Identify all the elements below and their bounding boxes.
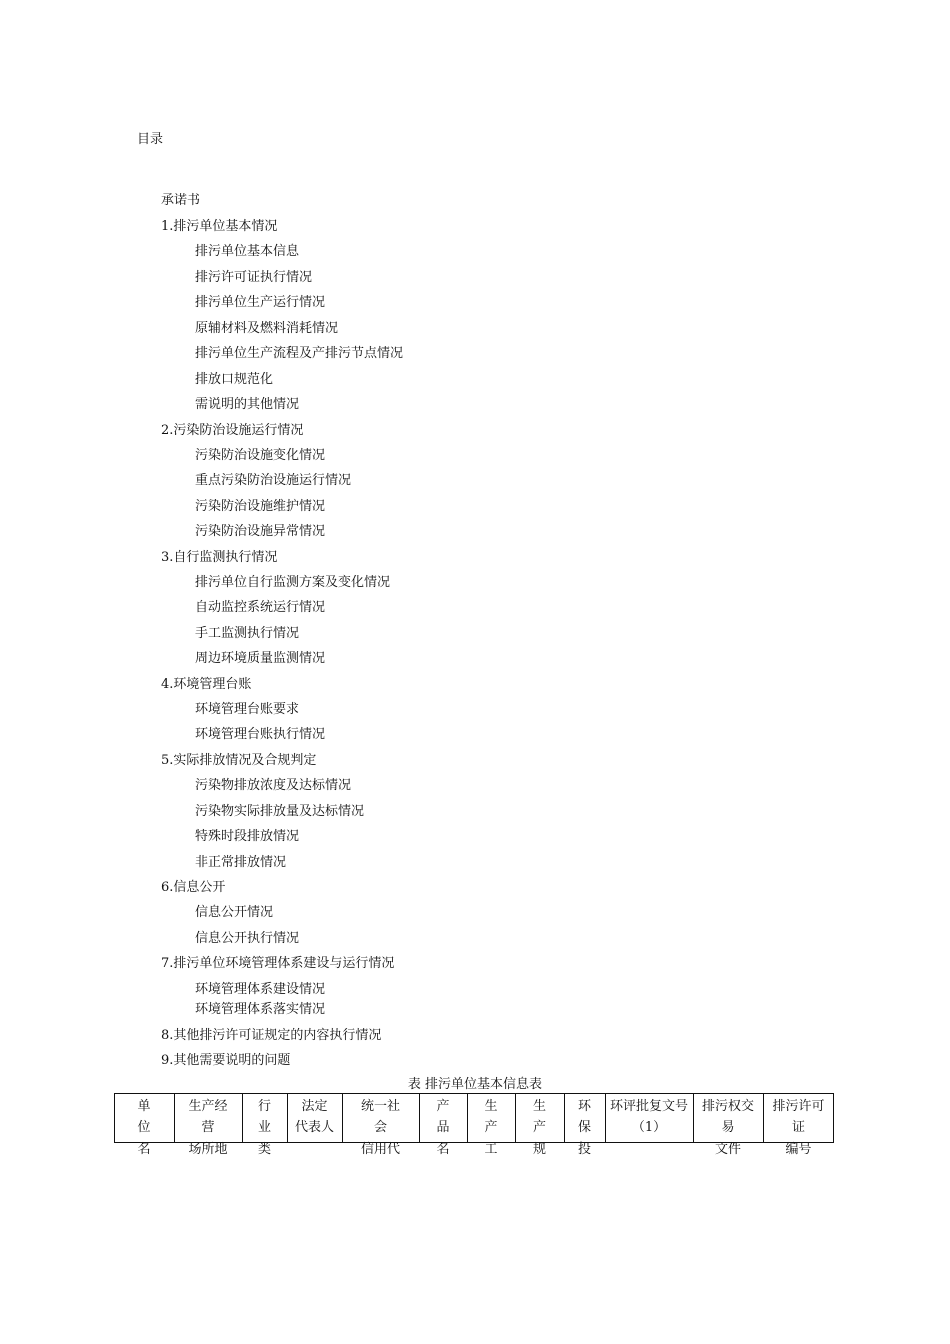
toc-entry: 8.其他排污许可证规定的内容执行情况 bbox=[161, 1028, 382, 1043]
toc-entry: 环境管理台账执行情况 bbox=[195, 727, 326, 742]
toc-entry: 环境管理体系落实情况 bbox=[195, 1002, 326, 1017]
toc-entry: 信息公开执行情况 bbox=[195, 931, 300, 946]
table-header-cell: 排污权交 bbox=[701, 1099, 754, 1114]
toc-entry: 排污许可证执行情况 bbox=[195, 270, 313, 285]
table-header-cell: 场所地 bbox=[188, 1142, 228, 1157]
table-header-cell: 名 bbox=[137, 1142, 151, 1157]
table-caption: 表 排污单位基本信息表 bbox=[407, 1077, 543, 1092]
toc-entry: 非正常排放情况 bbox=[195, 855, 287, 870]
toc-entry: 3.自行监测执行情况 bbox=[161, 550, 278, 565]
table-header-cell: 类 bbox=[257, 1142, 271, 1157]
table-header-cell: 单 bbox=[137, 1099, 151, 1114]
table-header-cell: 证 bbox=[791, 1120, 805, 1135]
toc-entry: 原辅材料及燃料消耗情况 bbox=[195, 321, 339, 336]
toc-entry: 污染防治设施变化情况 bbox=[195, 448, 326, 463]
toc-entry: 信息公开情况 bbox=[195, 905, 274, 920]
toc-entry: 1.排污单位基本情况 bbox=[161, 219, 278, 234]
table-header-cell: 环 bbox=[577, 1099, 591, 1114]
table-header-cell: 名 bbox=[436, 1142, 450, 1157]
table-header-cell: 排污许可 bbox=[772, 1099, 825, 1114]
toc-entry: 排污单位生产运行情况 bbox=[195, 295, 326, 310]
table-header-cell: 行 bbox=[257, 1099, 271, 1114]
table-header-cell: 文件 bbox=[714, 1142, 741, 1157]
toc-entry: 排污单位基本信息 bbox=[195, 244, 300, 259]
toc-entry: 周边环境质量监测情况 bbox=[195, 651, 326, 666]
table-header-cell: 保 bbox=[577, 1120, 591, 1135]
table-header-cell: 营 bbox=[201, 1120, 215, 1135]
table-header-cell: 代表人 bbox=[294, 1120, 334, 1135]
table-header-cell: 投 bbox=[577, 1142, 591, 1157]
table-header-cell: 环评批复文号 bbox=[609, 1099, 688, 1114]
toc-entry: 6.信息公开 bbox=[161, 880, 226, 895]
toc-entry: 环境管理体系建设情况 bbox=[195, 982, 326, 997]
table-header-cell: 生 bbox=[484, 1099, 498, 1114]
toc-entry: 排污单位生产流程及产排污节点情况 bbox=[195, 346, 404, 361]
toc-entry: 手工监测执行情况 bbox=[195, 626, 300, 641]
table-header-cell: （1） bbox=[631, 1120, 667, 1135]
toc-entry: 污染物实际排放量及达标情况 bbox=[195, 804, 365, 819]
table-header-cell: 工 bbox=[484, 1142, 498, 1157]
toc-entry: 特殊时段排放情况 bbox=[195, 829, 300, 844]
table-header-cell: 业 bbox=[257, 1120, 271, 1135]
toc-entry: 污染物排放浓度及达标情况 bbox=[195, 778, 352, 793]
table-header-cell: 会 bbox=[373, 1120, 387, 1135]
table-header-cell: 信用代 bbox=[360, 1142, 400, 1157]
toc-entry: 自动监控系统运行情况 bbox=[195, 600, 326, 615]
toc-entry: 5.实际排放情况及合规判定 bbox=[161, 753, 317, 768]
toc-entry: 污染防治设施维护情况 bbox=[195, 499, 326, 514]
toc-entry: 重点污染防治设施运行情况 bbox=[195, 473, 352, 488]
toc-entry: 4.环境管理台账 bbox=[161, 677, 252, 692]
table-header-cell: 产 bbox=[484, 1120, 498, 1135]
table-header-cell: 易 bbox=[721, 1120, 735, 1135]
table-header-cell: 产 bbox=[532, 1120, 546, 1135]
table-header-cell: 统一社 bbox=[360, 1099, 400, 1114]
toc-entry: 9.其他需要说明的问题 bbox=[161, 1053, 291, 1068]
table-header-cell: 编号 bbox=[785, 1142, 812, 1157]
table-header-cell: 品 bbox=[436, 1120, 450, 1135]
toc-entry: 承诺书 bbox=[161, 193, 201, 208]
toc-entry: 需说明的其他情况 bbox=[195, 397, 300, 412]
table-header-cell: 生 bbox=[532, 1099, 546, 1114]
toc-entry: 排污单位自行监测方案及变化情况 bbox=[195, 575, 391, 590]
toc-entry: 7.排污单位环境管理体系建设与运行情况 bbox=[161, 956, 395, 971]
table-header-cell: 规 bbox=[532, 1142, 546, 1157]
toc-entry: 环境管理台账要求 bbox=[195, 702, 300, 717]
page-title: 目录 bbox=[137, 132, 164, 147]
table-header-cell: 法定 bbox=[301, 1099, 328, 1114]
toc-entry: 污染防治设施异常情况 bbox=[195, 524, 326, 539]
table-header-cell: 产 bbox=[436, 1099, 450, 1114]
table-header-cell: 位 bbox=[137, 1120, 151, 1135]
table-header-cell: 生产经 bbox=[188, 1099, 228, 1114]
toc-entry: 2.污染防治设施运行情况 bbox=[161, 423, 304, 438]
toc-entry: 排放口规范化 bbox=[195, 372, 274, 387]
